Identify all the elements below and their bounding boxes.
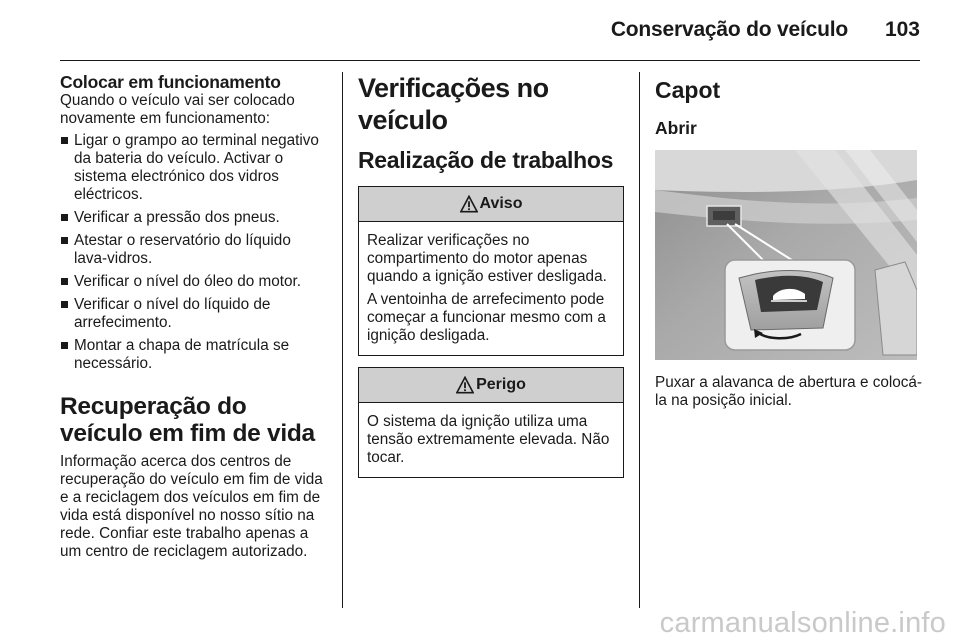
list-item: Atestar o reservatório do líquido lava-vidros. — [60, 232, 328, 268]
subheading-abrir: Abrir — [655, 118, 697, 138]
perigo-label: Perigo — [476, 376, 526, 393]
page-title: Conservação do veículo — [610, 18, 848, 41]
list-item: Ligar o grampo ao terminal negativo da bateria do veículo. Activar o sistema electrónico dos vidros eléctricos. — [60, 132, 328, 204]
section-heading-recuperacao: Recuperação do veículo em fim de vida — [60, 393, 315, 447]
column-divider-1 — [342, 72, 343, 608]
list-item: Verificar o nível do óleo do motor. — [60, 273, 328, 291]
perigo-header — [359, 368, 623, 403]
hood-release-lever-illustration — [655, 150, 917, 360]
intro-text: Quando o veículo vai ser colocado novamente em funcionamento: — [60, 92, 295, 127]
list-item: Montar a chapa de matrícula se necessário. — [60, 337, 328, 373]
page-number: 103 — [884, 18, 920, 41]
aviso-body — [359, 222, 623, 355]
list-item: Verificar o nível do líquido de arrefecimento. — [60, 296, 328, 332]
list-item: Verificar a pressão dos pneus. — [60, 209, 328, 227]
heading-capot: Capot — [655, 77, 721, 103]
aviso-label: Aviso — [479, 195, 523, 212]
watermark: carmanualsonline.info — [659, 607, 946, 639]
caption-text: Puxar a alavanca de abertura e colocá-la na posição inicial. — [655, 374, 923, 409]
perigo-box — [358, 367, 624, 478]
subheading-colocar: Colocar em funcionamento — [60, 72, 281, 92]
column-divider-2 — [639, 72, 640, 608]
column-1 — [60, 72, 328, 561]
aviso-header — [359, 187, 623, 222]
section-body-recuperacao: Informação acerca dos centros de recuperação do veículo em fim de vida e a reciclagem dos veículos em fim de vida está disponível no nosso sítio na rede. Confiar este trabalho apenas a um centro de reciclagem autorizado. — [60, 453, 323, 560]
aviso-paragraph: A ventoinha de arrefecimento pode começar a funcionar mesmo com a ignição desligada. — [367, 291, 606, 344]
perigo-paragraph: O sistema da ignição utiliza uma tensão extremamente elevada. Não tocar. — [367, 413, 610, 466]
column-2 — [358, 72, 624, 489]
aviso-paragraph: Realizar verificações no compartimento do motor apenas quando a ignição estiver desligada. — [367, 232, 607, 285]
perigo-body — [359, 403, 623, 477]
aviso-box — [358, 186, 624, 356]
header-rule — [60, 60, 920, 61]
warning-icon — [456, 376, 474, 394]
page-header — [60, 14, 920, 54]
subheading-realizacao: Realização de trabalhos — [358, 147, 614, 173]
column-3 — [655, 72, 923, 410]
heading-verificacoes: Verificações no veículo — [358, 73, 549, 135]
bullet-list — [60, 132, 328, 373]
warning-icon — [460, 195, 478, 213]
